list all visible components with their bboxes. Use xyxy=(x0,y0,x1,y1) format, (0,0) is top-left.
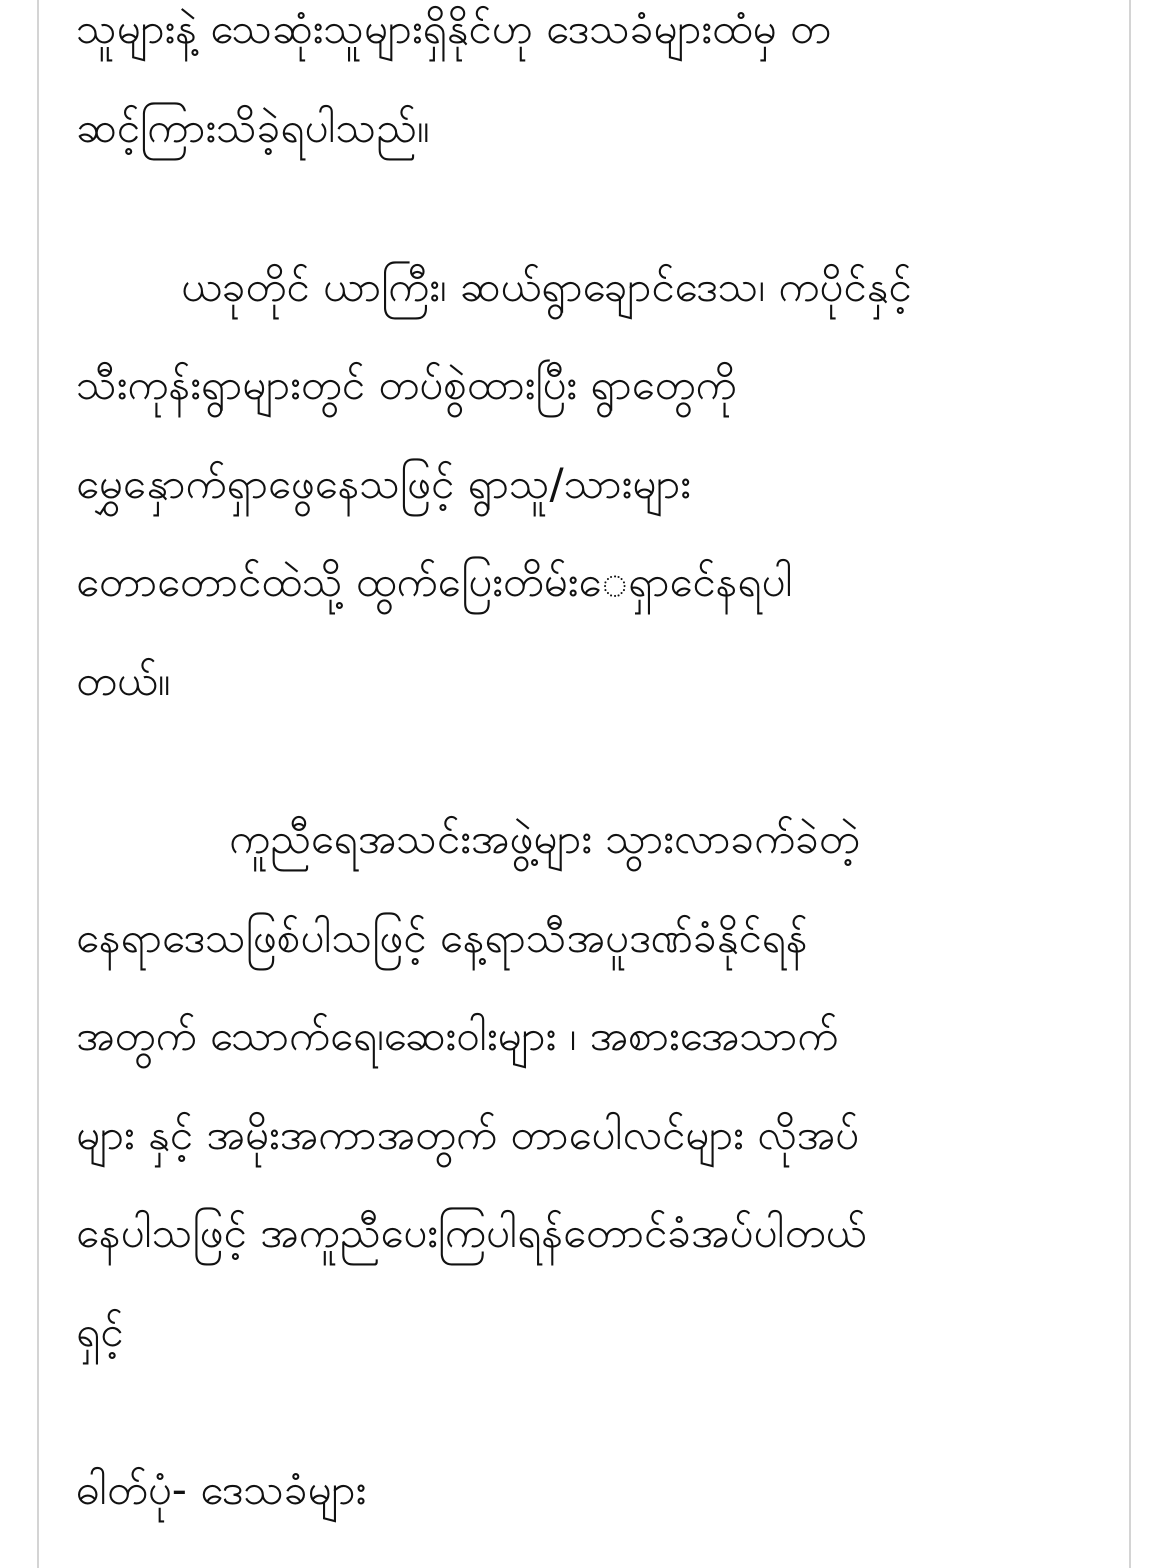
text-line: အတွက် သောက်ရေ၊ဆေးဝါးများ ၊ အစားအေသာက် xyxy=(76,1011,839,1060)
text-line: သီးကုန်းရွာများတွင် တပ်စွဲထားပြီး ရွာတွေကို xyxy=(76,360,737,409)
text-line: တောတောင်ထဲသို့ ထွက်ပြေးတိမ်းေရှာင်ေနရပါ xyxy=(76,557,793,606)
document-page xyxy=(37,0,1131,1568)
text-line: ယခုတိုင် ယာကြီး၊ ဆယ်ရွာချောင်ဒေသ၊ ကပိုင်နှင့် xyxy=(181,262,912,311)
text-line: နေရာဒေသဖြစ်ပါသဖြင့် နေ့ရာသီအပူဒဏ်ခံနိုင်ရန် xyxy=(76,913,808,962)
text-line: မွှေနှောက်ရှာဖွေနေသဖြင့် ရွာသူ/သားများ xyxy=(76,459,691,508)
text-line: သူများနဲ့ သေဆုံးသူများရှိနိုင်ဟု ဒေသခံများထံမှ တ xyxy=(76,4,831,53)
text-line: ရှင့် xyxy=(76,1307,124,1356)
text-line: ဆင့်ကြားသိခဲ့ရပါသည်။ xyxy=(76,103,430,152)
text-line: နေပါသဖြင့် အကူညီပေးကြပါရန်တောင်ခံအပ်ပါတယ် xyxy=(76,1208,867,1257)
photo-credit: ဓါတ်ပုံ- ဒေသခံများ xyxy=(76,1465,367,1514)
text-line: တယ်။ xyxy=(76,656,171,705)
text-line: များ နှင့် အမိုးအကာအတွက် တာပေါလင်များ လိုအပ် xyxy=(76,1110,859,1159)
text-line: ကူညီရေအသင်းအဖွဲ့များ သွားလာခက်ခဲတဲ့ xyxy=(229,814,860,863)
